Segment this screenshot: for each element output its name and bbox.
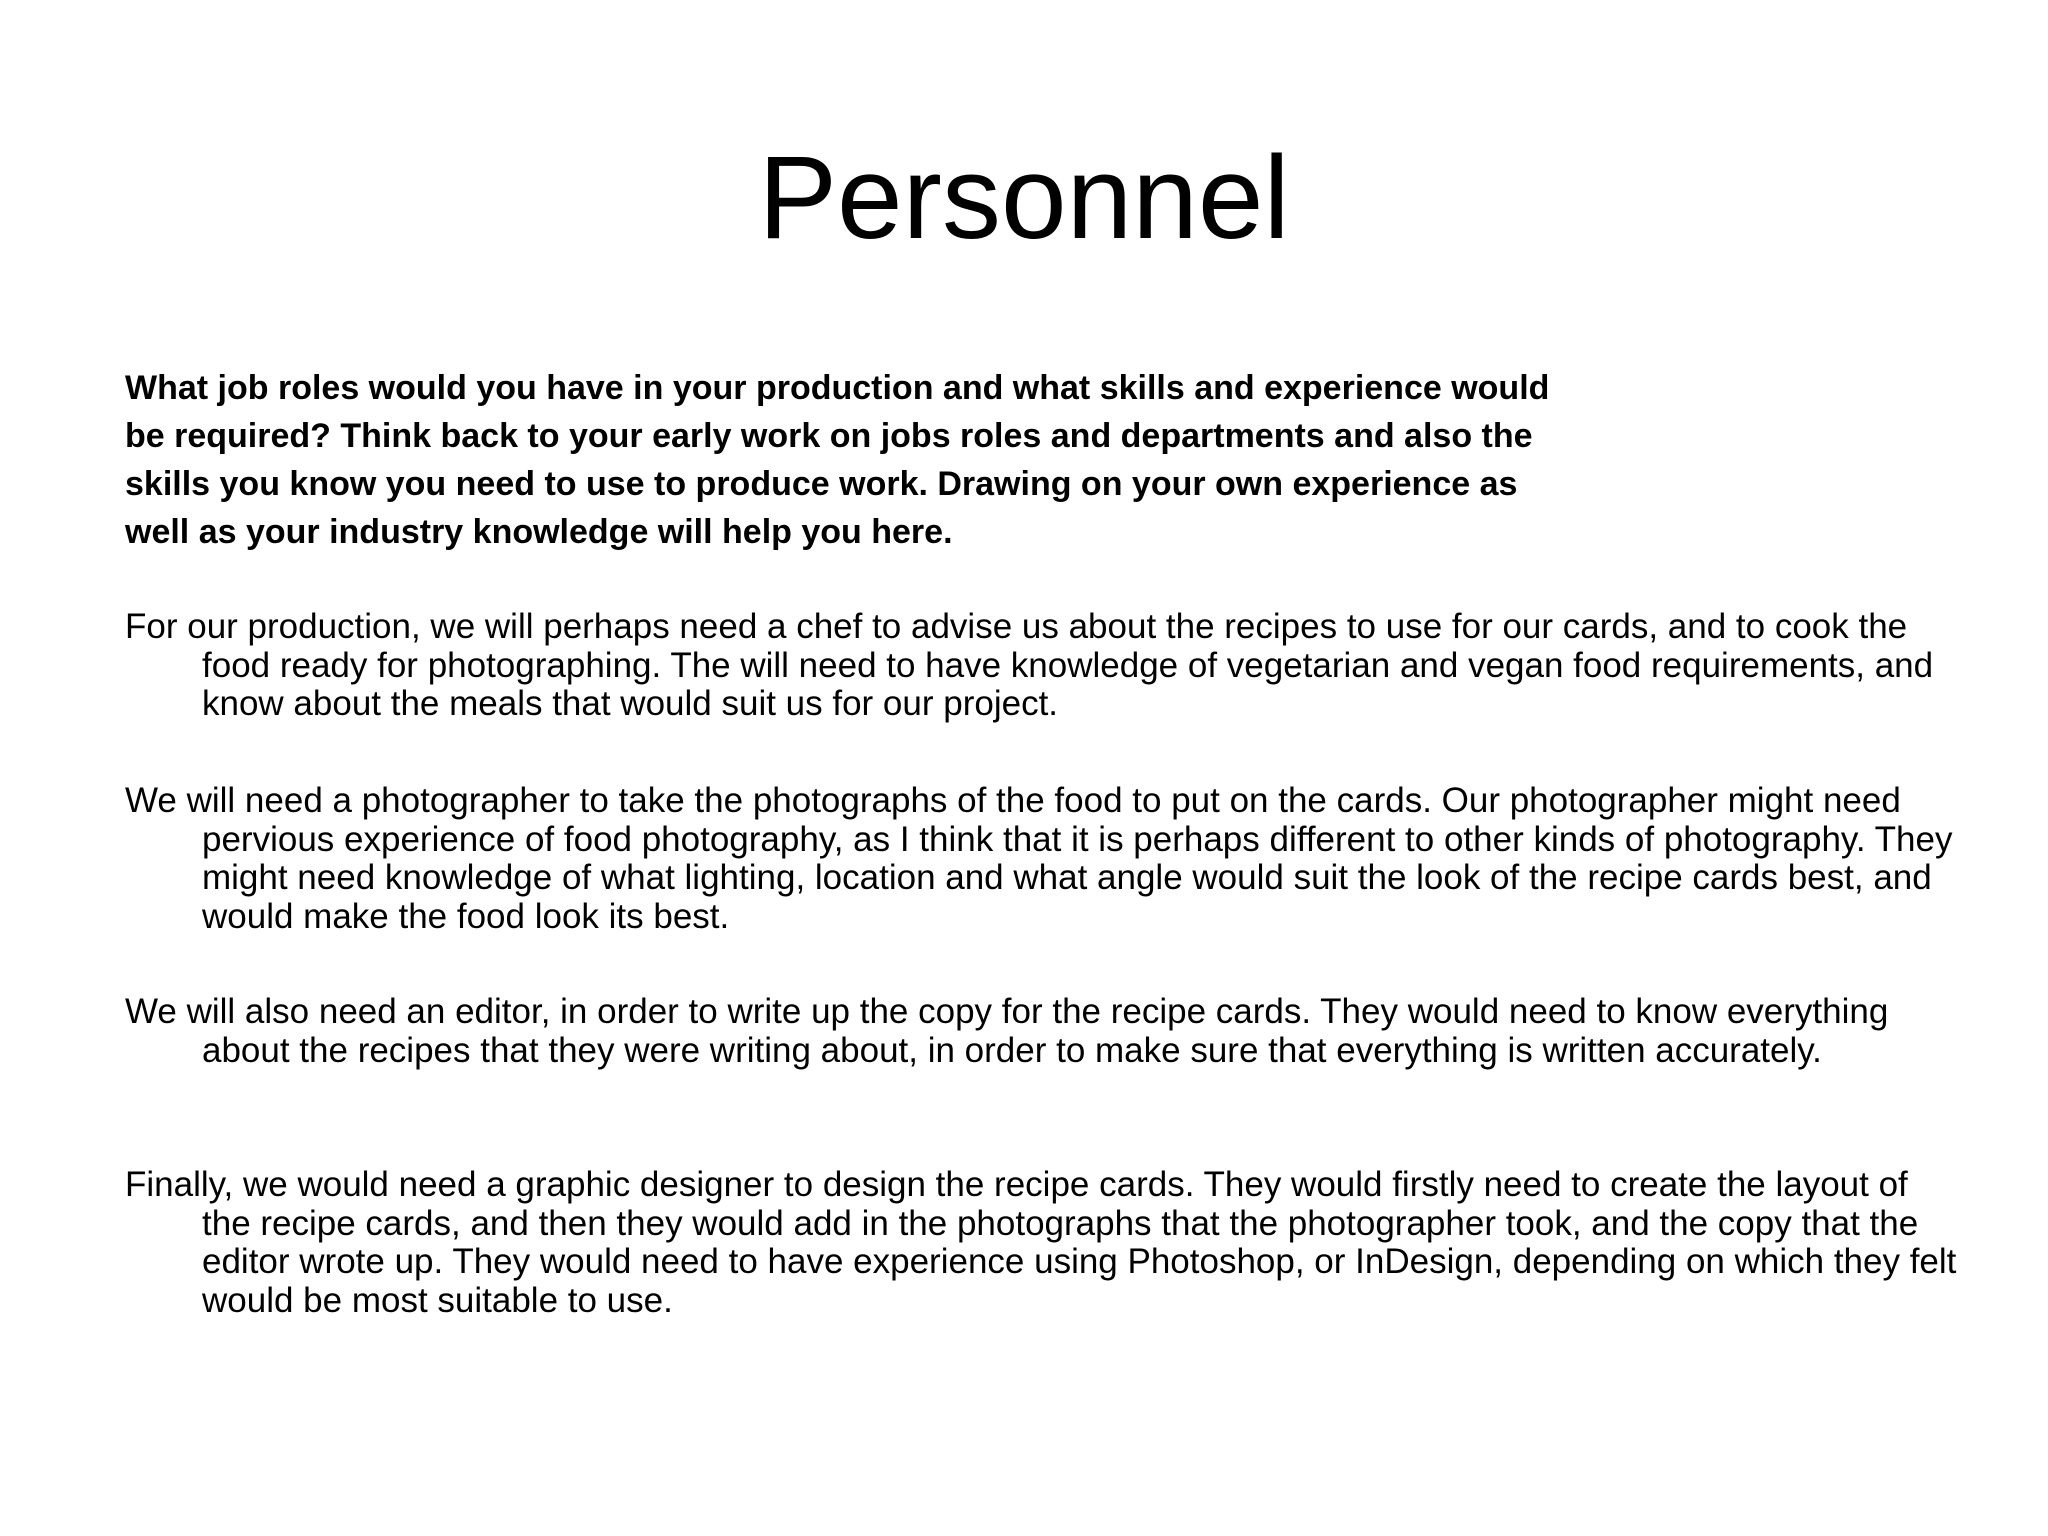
slide-title: Personnel [758,132,1290,264]
prompt-text: What job roles would you have in your production and what skills and experience would be required? Think back to your early work on jobs roles and departments and also the skills you know you need to use to produce work. Drawing on your own experience as well as your industry knowledge will help you here. [125,369,1550,551]
paragraph-photographer: We will need a photographer to take the photographs of the food to put on the cards. Our photographer might need pervious experience of food photography, as I think that it is perhaps different to other kinds of photography. They might need knowledge of what lighting, location and what angle would suit the look of the recipe cards best, and would make the food look its best. [125,781,1953,936]
paragraph-graphic-designer: Finally, we would need a graphic designer to design the recipe cards. They would firstly need to create the layout of the recipe cards, and then they would add in the photographs that the photographer took, and the copy that the editor wrote up. They would need to have experience using Photoshop, or InDesign, depending on which they felt would be most suitable to use. [125,1165,1957,1320]
paragraph-editor: We will also need an editor, in order to write up the copy for the recipe cards. They would need to know everything about the recipes that they were writing about, in order to make sure that everything is written accurately. [125,992,1889,1070]
paragraph-chef: For our production, we will perhaps need a chef to advise us about the recipes to use for our cards, and to cook the food ready for photographing. The will need to have knowledge of vegetarian and vegan food requirements, and know about the meals that would suit us for our project. [125,607,1934,723]
